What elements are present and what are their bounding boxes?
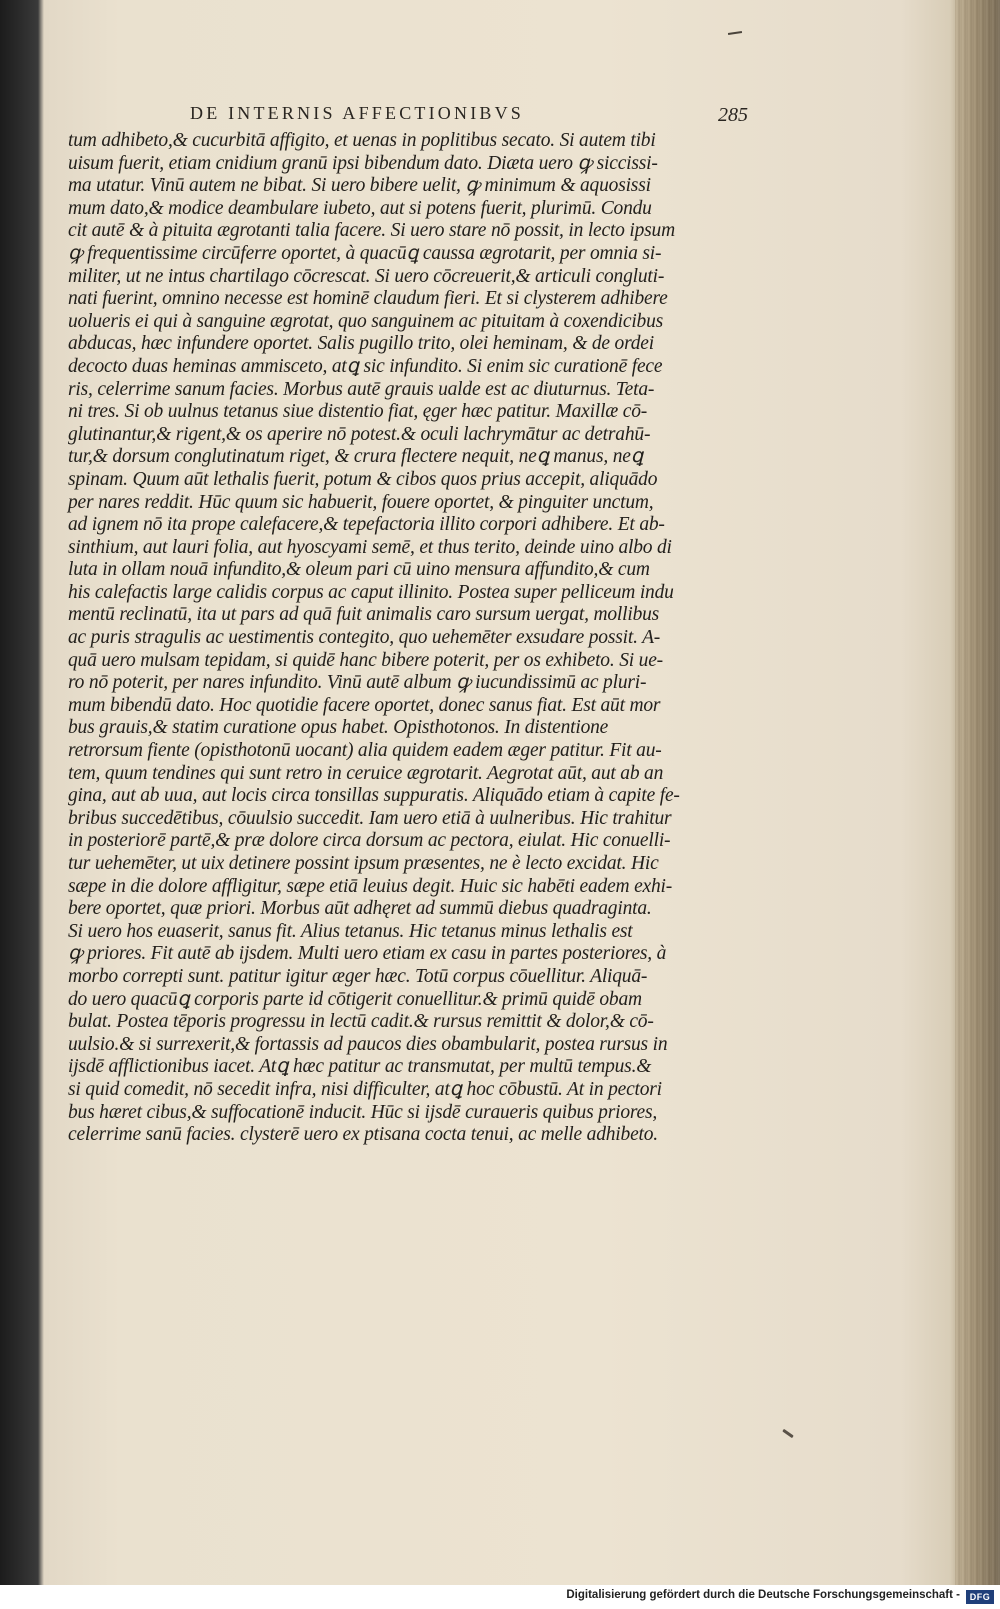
running-head: DE INTERNIS AFFECTIONIBVS <box>190 103 525 123</box>
text-line: bulat. Postea tēporis progressu in lectū cadit.& rursus remittit & dolor,& cō- <box>68 1011 654 1033</box>
text-line: tur uehemēter, ut uix detinere possint ipsum præsentes, ne è lecto excidat. Hic <box>68 853 659 874</box>
text-line: abducas, hæc infundere oportet. Salis pugillo trito, olei heminam, & de ordei <box>68 333 654 355</box>
page-edge-stack <box>955 0 1000 1585</box>
page-number: 285 <box>718 104 748 126</box>
text-line: ad ignem nō ita prope calefacere,& tepefactoria illito corpori adhibere. Et ab- <box>68 514 665 536</box>
footer-bar <box>0 1585 1000 1609</box>
text-line: bere oportet, quæ priori. Morbus aūt adhęret ad summū diebus quadraginta. <box>68 898 652 920</box>
dfg-logo: DFG <box>966 1590 994 1604</box>
text-line: celerrime sanū facies. clysterē uero ex ptisana cocta tenui, ac melle adhibeto. <box>68 1124 658 1146</box>
text-line: militer, ut ne intus chartilago cōcrescat. Si uero cōcreuerit,& articuli congluti- <box>68 265 665 287</box>
text-line: uulsio.& si surrexerit,& fortassis ad paucos dies obambularit, postea rursus in <box>68 1033 668 1055</box>
text-line: retrorsum fiente (opisthotonū uocant) alia quidem eadem æger patitur. Fit au- <box>68 740 662 762</box>
text-line: nati fuerint, omnino necesse est hominē claudum fieri. Et si clysterem adhibere <box>68 288 668 310</box>
text-line: tum adhibeto,& cucurbitā affigito, et uenas in poplitibus secato. Si autem tibi <box>68 130 656 151</box>
text-line: mum dato,& modice deambulare iubeto, aut si potens fuerit, plurimū. Condu <box>68 197 652 219</box>
ink-mark <box>728 31 742 35</box>
text-line: uolueris ei qui à sanguine ægrotat, quo sanguinem ac pituitam à coxendicibus <box>68 310 664 332</box>
text-line: bus grauis,& statim curatione opus habet. Opisthotonos. In distentione <box>68 717 609 739</box>
text-line: cit autē & à pituita ægrotanti talia facere. Si uero stare nō possit, in lecto ipsum <box>68 220 675 242</box>
text-line: ꝙ priores. Fit autē ab ijsdem. Multi uero etiam ex casu in partes posteriores, à <box>68 943 667 965</box>
text-line: tur,& dorsum conglutinatum riget, & crura flectere nequit, neꝗ manus, neꝗ <box>68 446 643 468</box>
text-line: ni tres. Si ob uulnus tetanus siue distentio fiat, ęger hæc patitur. Maxillæ cō- <box>68 401 648 423</box>
text-line: ma utatur. Vinū autem ne bibat. Si uero bibere uelit, ꝙ minimum & aquosissi <box>68 175 651 197</box>
text-line: ijsdē afflictionibus iacet. Atꝗ hæc patitur ac transmutat, per multū tempus.& <box>68 1056 652 1078</box>
text-line: ro nō poterit, per nares infundito. Vinū autē album ꝙ iucundissimū ac pluri- <box>68 672 647 694</box>
text-line: per nares reddit. Hūc quum sic habuerit, fouere oportet, & pinguiter unctum, <box>68 491 654 513</box>
text-line: ac puris stragulis ac uestimentis contegito, quo uehemēter exsudare possit. A- <box>68 627 661 649</box>
text-line: sinthium, aut lauri folia, aut hyoscyami semē, et thus terito, deinde uino albo di <box>68 536 672 558</box>
text-line: bribus succedētibus, cōuulsio succedit. Iam uero etiā à uulneribus. Hic trahitur <box>68 807 672 829</box>
body-text <box>68 130 768 1147</box>
text-line: tem, quum tendines qui sunt retro in ceruice ægrotarit. Aegrotat aūt, aut ab an <box>68 762 664 784</box>
text-line: luta in ollam nouā infundito,& oleum pari cū uino mensura affundito,& cum <box>68 559 650 581</box>
text-line: uisum fuerit, etiam cnidium granū ipsi bibendum dato. Diæta uero ꝙ siccissi- <box>68 152 658 174</box>
text-line: mentū reclinatū, ita ut pars ad quā fuit animalis caro sursum uergat, mollibus <box>68 604 660 626</box>
text-line: sæpe in die dolore affligitur, sæpe etiā leuius degit. Huic sic habēti eadem exhi- <box>68 875 673 897</box>
text-line: mum bibendū dato. Hoc quotidie facere oportet, donec sanus fiat. Est aūt mor <box>68 694 661 716</box>
text-line: ꝙ frequentissime circūferre oportet, à quacūꝗ caussa ægrotarit, per omnia si- <box>68 242 662 264</box>
text-line: Si uero hos euaserit, sanus fit. Alius tetanus. Hic tetanus minus lethalis est <box>68 920 633 942</box>
text-line: gina, aut ab uua, aut locis circa tonsillas suppuratis. Aliquādo etiam à capite fe- <box>68 785 680 807</box>
funding-credit: Digitalisierung gefördert durch die Deutsche Forschungsgemeinschaft - <box>566 1589 960 1601</box>
text-line: quā uero mulsam tepidam, si quidē hanc bibere poterit, per os exhibeto. Si ue- <box>68 649 663 671</box>
text-line: his calefactis large calidis corpus ac caput illinito. Postea super pelliceum indu <box>68 581 674 603</box>
text-line: si quid comedit, nō secedit infra, nisi difficulter, atꝗ hoc cōbustū. At in pectori <box>68 1078 662 1100</box>
ink-mark <box>782 1429 794 1438</box>
text-line: glutinantur,& rigent,& os aperire nō potest.& oculi lachrymātur ac detrahū- <box>68 423 651 445</box>
text-line: morbo correpti sunt. patitur igitur æger hæc. Totū corpus cōuellitur. Aliquā- <box>68 965 648 987</box>
text-line: in posteriorē partē,& præ dolore circa dorsum ac pectora, eiulat. Hic conuelli- <box>68 830 671 852</box>
text-line: bus hæret cibus,& suffocationē inducit. Hūc si ijsdē curaueris quibus priores, <box>68 1101 658 1123</box>
text-line: decocto duas heminas ammisceto, atꝗ sic infundito. Si enim sic curationē fece <box>68 355 663 377</box>
text-line: spinam. Quum aūt lethalis fuerit, potum & cibos quos prius accepit, aliquādo <box>68 468 658 490</box>
text-line: ris, celerrime sanum facies. Morbus autē grauis ualde est ac diuturnus. Teta- <box>68 378 655 400</box>
text-line: do uero quacūꝗ corporis parte id cōtigerit conuellitur.& primū quidē obam <box>68 988 642 1010</box>
